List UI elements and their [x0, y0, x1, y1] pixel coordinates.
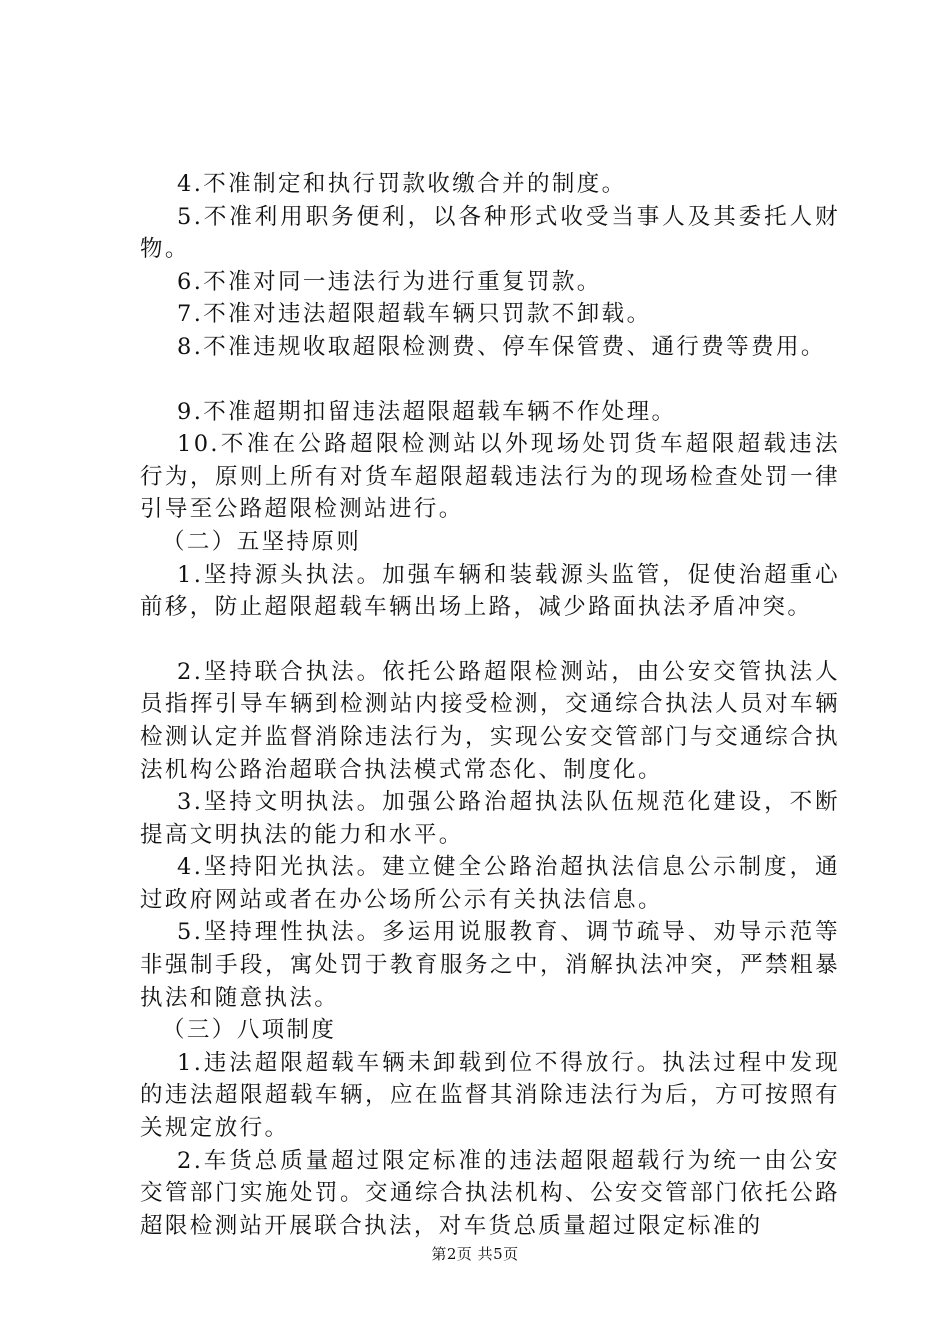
paragraph-rule-9: 9.不准超期扣留违法超限超载车辆不作处理。 [177, 398, 677, 425]
paragraph-principle-2: 2.坚持联合执法。依托公路超限检测站，由公安交管执法人员指挥引导车辆到检测站内接受检测，交通综合执法人员对车辆检测认定并监督消除违法行为，实现公安交管部门与交通综合执法机构公路治超联合执法模式常态化、制度化。 [140, 658, 840, 783]
paragraph-principle-1: 1.坚持源头执法。加强车辆和装载源头监管，促使治超重心前移，防止超限超载车辆出场上路，减少路面执法矛盾冲突。 [140, 561, 840, 621]
section-heading-eight-systems: （三）八项制度 [162, 1017, 337, 1044]
paragraph-rule-10: 10.不准在公路超限检测站以外现场处罚货车超限超载违法行为，原则上所有对货车超限超载违法行为的现场检查处罚一律引导至公路超限检测站进行。 [140, 431, 840, 523]
paragraph-rule-7: 7.不准对违法超限超载车辆只罚款不卸载。 [177, 301, 652, 328]
paragraph-principle-3: 3.坚持文明执法。加强公路治超执法队伍规范化建设，不断提高文明执法的能力和水平。 [140, 789, 840, 848]
paragraph-principle-5: 5.坚持理性执法。多运用说服教育、调节疏导、劝导示范等非强制手段，寓处罚于教育服务之中，消解执法冲突，严禁粗暴执法和随意执法。 [140, 919, 840, 1011]
paragraph-rule-8: 8.不准违规收取超限检测费、停车保管费、通行费等费用。 [177, 333, 826, 360]
page-footer [0, 1244, 950, 1264]
page-number: 第2页 共5页 [431, 1245, 519, 1263]
paragraph-rule-5: 5.不准利用职务便利，以各种形式收受当事人及其委托人财物。 [140, 203, 840, 263]
paragraph-rule-6: 6.不准对同一违法行为进行重复罚款。 [177, 268, 602, 295]
paragraph-principle-4: 4.坚持阳光执法。建立健全公路治超执法信息公示制度，通过政府网站或者在办公场所公示有关执法信息。 [140, 854, 840, 913]
document-body [140, 168, 840, 1242]
paragraph-rule-4: 4.不准制定和执行罚款收缴合并的制度。 [177, 171, 627, 197]
section-heading-five-principles: （二）五坚持原则 [162, 528, 362, 555]
paragraph-system-1: 1.违法超限超载车辆未卸载到位不得放行。执法过程中发现的违法超限超载车辆，应在监督其消除违法行为后，方可按照有关规定放行。 [140, 1049, 840, 1142]
paragraph-system-2: 2.车货总质量超过限定标准的违法超限超载行为统一由公安交管部门实施处罚。交通综合执法机构、公安交管部门依托公路超限检测站开展联合执法，对车货总质量超过限定标准的 [140, 1147, 840, 1239]
